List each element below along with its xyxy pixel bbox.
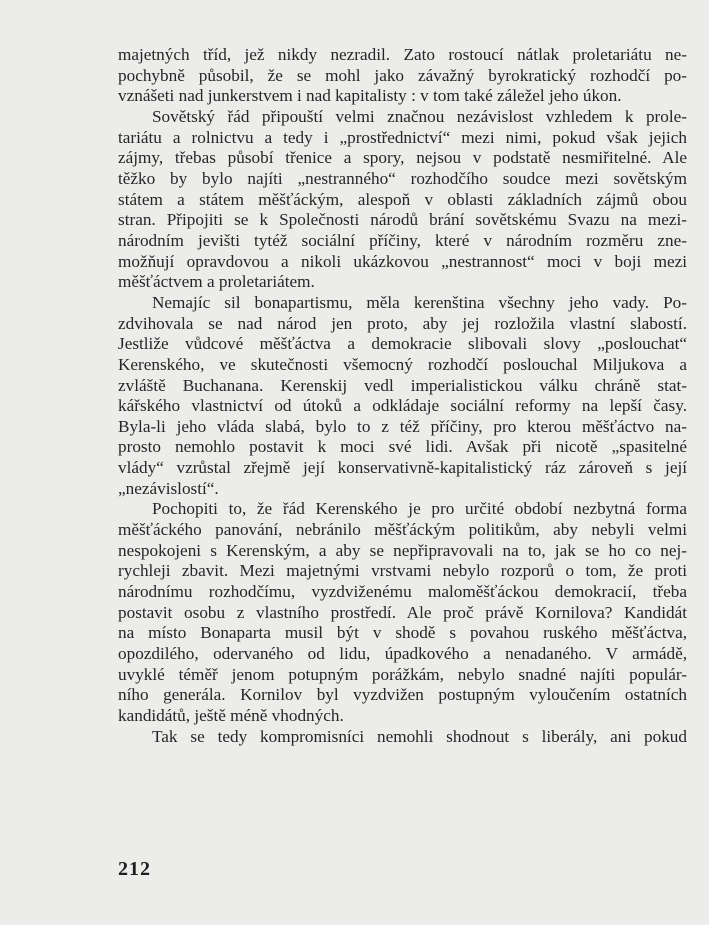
text-line: prosto nemohlo postavit k moci své lidi. Avšak při nicotě „spasitelné <box>118 437 687 457</box>
text-line: na místo Bonaparta musil být v shodě s povahou ruského měšťáctva, <box>118 623 687 643</box>
paragraph <box>118 107 687 293</box>
text-line: Tak se tedy kompromisníci nemohli shodnout s liberály, ani pokud <box>152 726 687 746</box>
text-line: pochybně působil, že se mohl jako závažný byrokratický rozhodčí po- <box>118 65 687 85</box>
text-line: zdvihovala se nad národ jen proto, aby jej rozložila vlastní slabostí. <box>118 313 687 333</box>
text-line: měšťáckého panování, nebránilo měšťáckým politikům, aby nebyli velmi <box>118 520 687 540</box>
paragraph <box>118 45 687 107</box>
text-line: Byla-li jeho vláda slabá, bylo to z též příčiny, pro kterou měšťáctvo na- <box>118 416 687 436</box>
text-line: národnímu rozhodčímu, vyzdviženému maloměšťáckou demokracií, třeba <box>118 582 687 602</box>
text-line: rychleji zbavit. Mezi majetnými vrstvami nebylo rozporů o tom, že proti <box>118 561 687 581</box>
text-line: majetných tříd, jež nikdy nezradil. Zato rostoucí nátlak proletariátu ne- <box>118 45 687 64</box>
text-line: opozdilého, odervaného od lidu, úpadkového a nenadaného. V armádě, <box>118 644 687 664</box>
text-line: stran. Připojiti se k Společnosti národů brání sovětskému Svazu na mezi- <box>118 210 687 230</box>
page-number: 212 <box>118 858 151 880</box>
text-line: vznášeti nad junkerstvem i nad kapitalisty : v tom také záležel jeho úkon. <box>118 86 622 106</box>
text-line: ního generála. Kornilov byl vyzdvižen postupným vyloučením ostatních <box>118 685 687 705</box>
text-line: zájmy, třebas působí třenice a spory, nejsou v podstatě nesmiřitelné. Ale <box>118 148 687 168</box>
page-body-text <box>118 45 687 747</box>
paragraph <box>118 499 687 726</box>
text-line: zvláště Buchanana. Kerenskij vedl imperialistickou válku chráně stat- <box>118 375 687 395</box>
text-line: Nemajíc sil bonapartismu, měla kerenština všechny jeho vady. Po- <box>152 292 687 312</box>
text-line: Jestliže vůdcové měšťáctva a demokracie slibovali slovy „poslouchat“ <box>118 334 687 354</box>
text-line: postavit osobu z vlastního prostředí. Ale proč právě Kornilova? Kandidát <box>118 602 687 622</box>
text-line: měšťáctvem a proletariátem. <box>118 272 315 292</box>
text-line: tariátu a rolnictvu a tedy i „prostřednictví“ mezi nimi, pokud však jejich <box>118 127 687 147</box>
text-line: Sovětský řád připouští velmi značnou nezávislost vzhledem k prole- <box>152 106 687 126</box>
text-line: možňují opravdovou a nikoli ukázkovou „nestrannost“ moci v boji mezi <box>118 251 687 271</box>
text-line: „nezávislostí“. <box>118 478 219 498</box>
text-line: Pochopiti to, že řád Kerenského je pro určité období nezbytná forma <box>152 499 687 519</box>
text-line: kářského vlastnictví od útoků a odkládaje sociální reformy na lepší časy. <box>118 396 687 416</box>
text-line: státem a státem měšťáckým, alespoň v oblasti základních zájmů obou <box>118 189 687 209</box>
text-line: těžko by bylo najíti „nestranného“ rozhodčího soudce mezi sovětským <box>118 168 687 188</box>
text-line: kandidátů, ještě méně vhodných. <box>118 706 344 725</box>
text-line: národním jevišti tytéž sociální příčiny, které v národním rozměru zne- <box>118 230 687 250</box>
text-line: uvyklé téměř jenom potupným porážkám, nebylo snadné najíti populár- <box>118 664 687 684</box>
paragraph <box>118 293 687 500</box>
paragraph <box>118 727 687 748</box>
text-line: vlády“ vzrůstal zřejmě její konservativně-kapitalistický ráz zároveň s její <box>118 458 687 478</box>
text-line: Kerenského, ve skutečnosti všemocný rozhodčí poslouchal Miljukova a <box>118 354 687 374</box>
text-line: nespokojeni s Kerenským, a aby se nepřipravovali na to, jak se ho co nej- <box>118 540 687 560</box>
